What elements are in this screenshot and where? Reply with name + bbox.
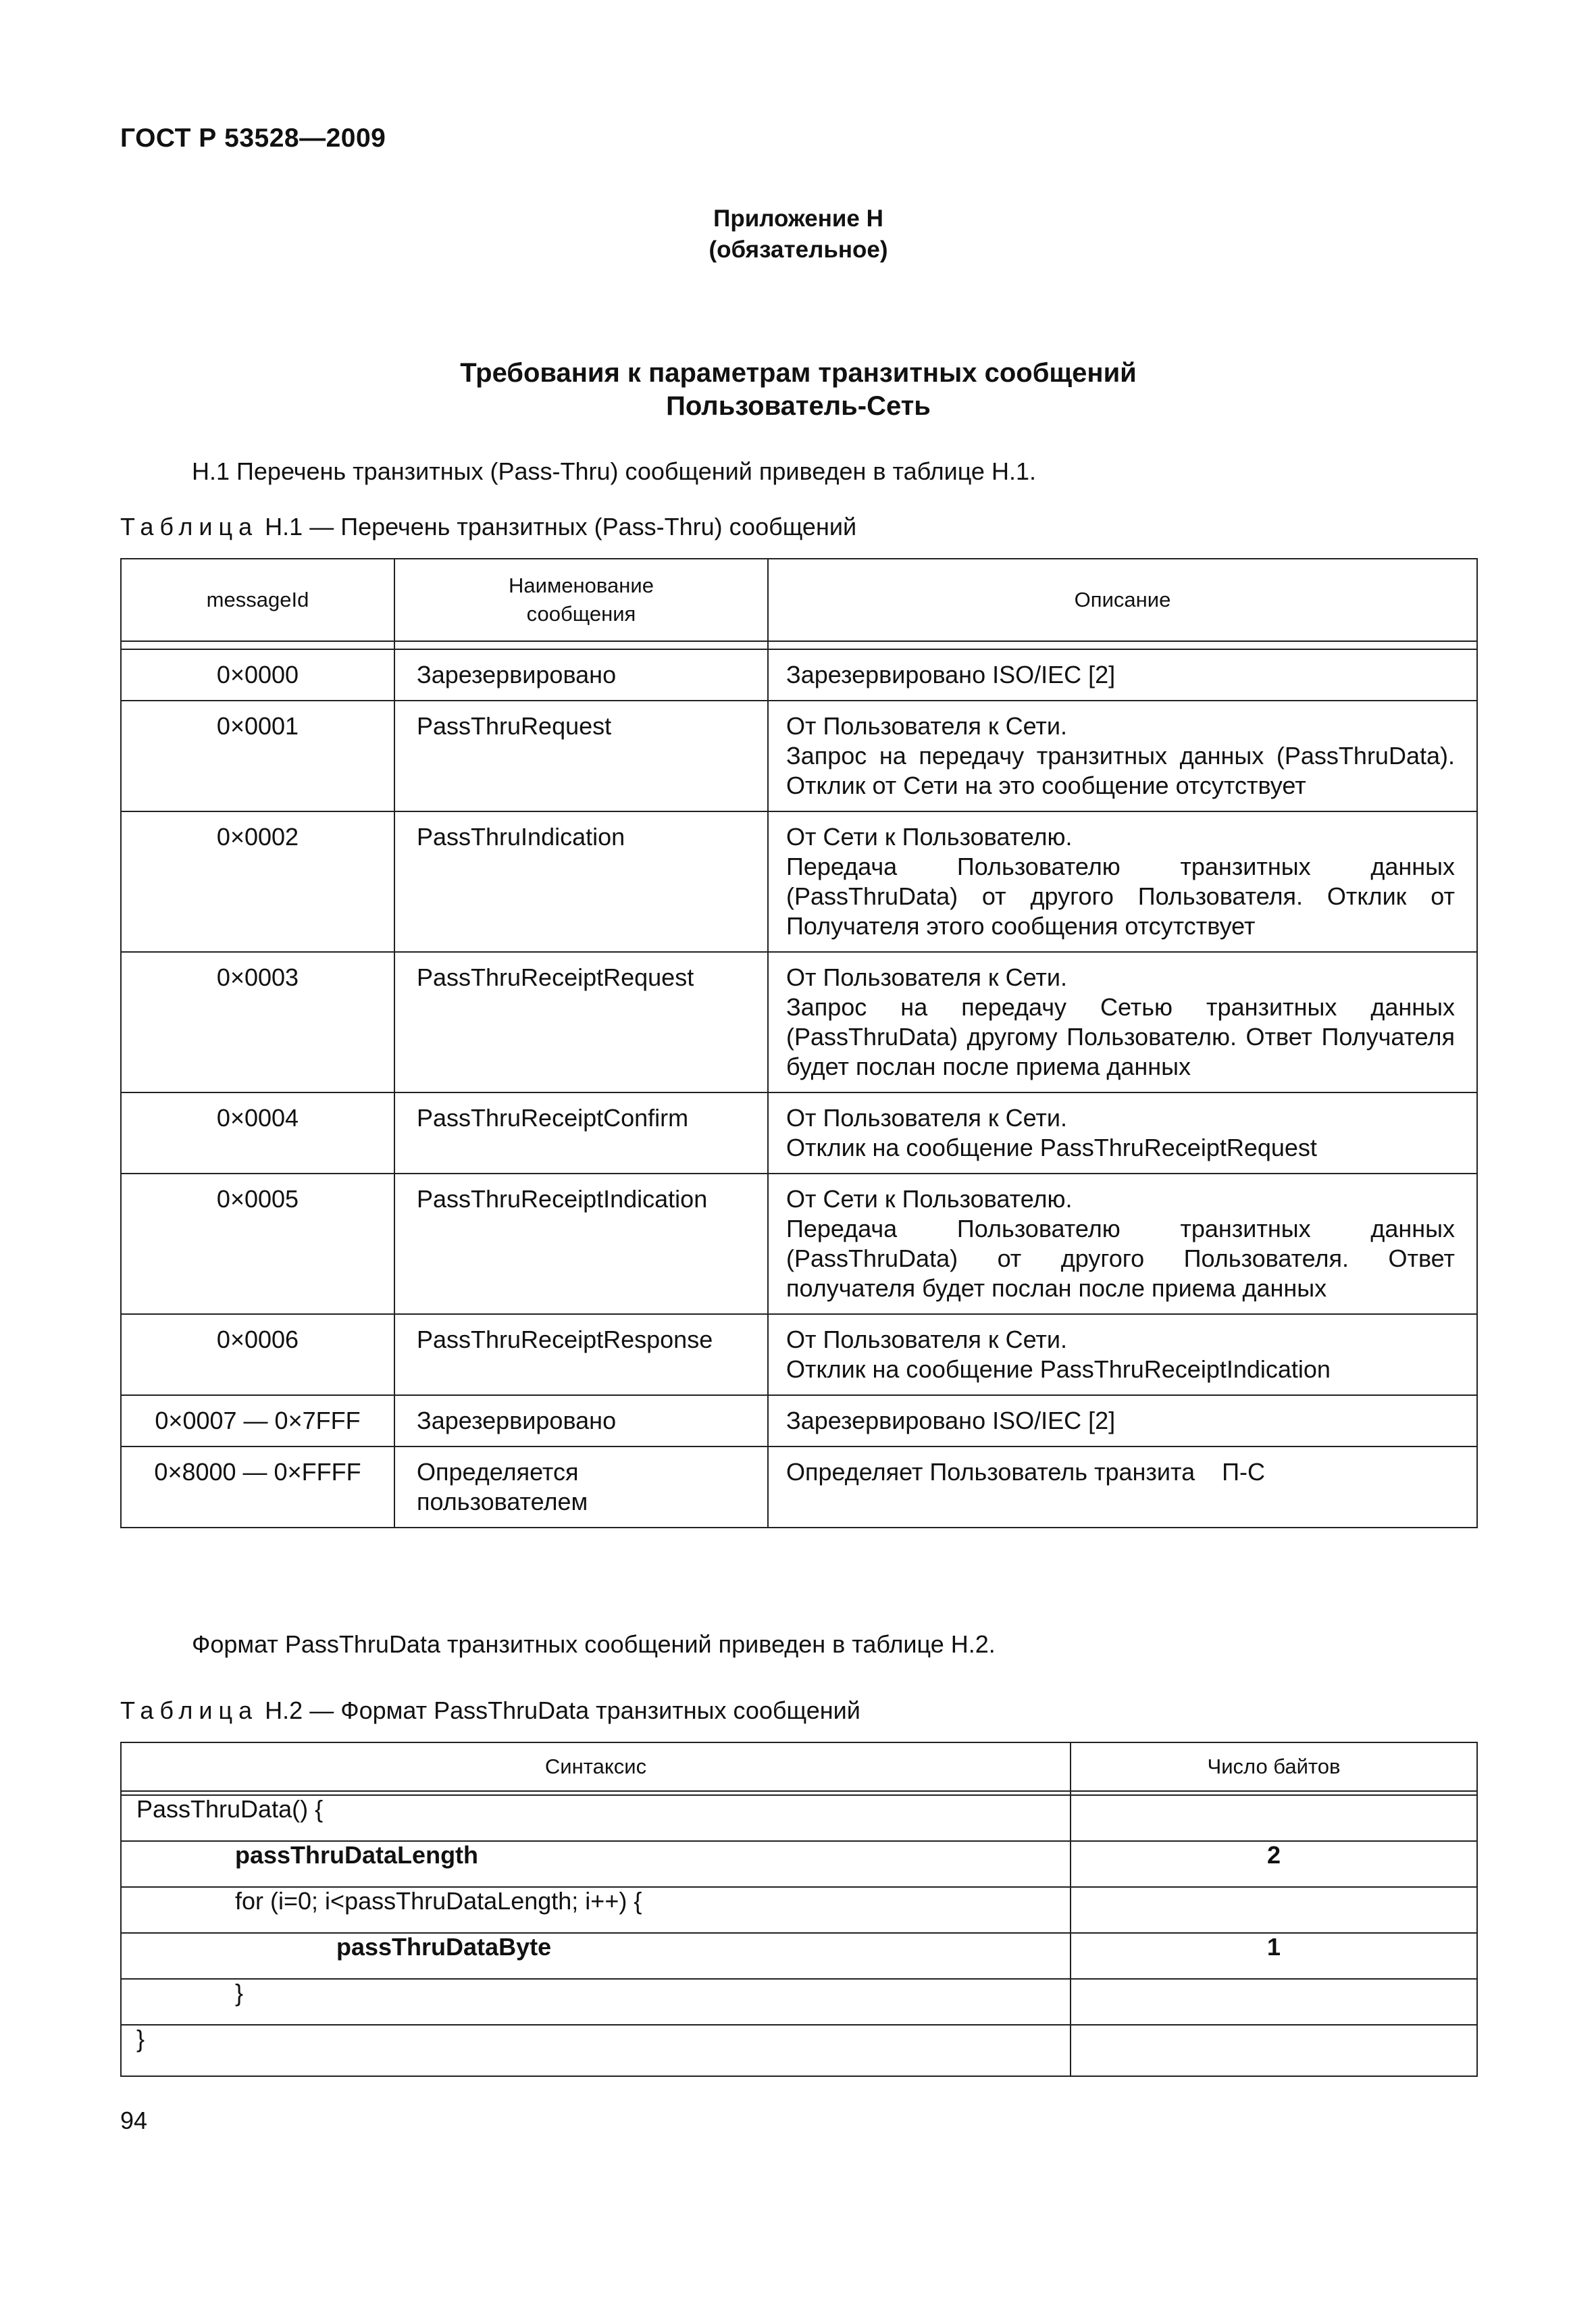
- format-paragraph: Формат PassThruData транзитных сообщений приведен в таблице Н.2.: [192, 1630, 996, 1658]
- message-name-cell: Определяется пользователем: [394, 1447, 768, 1528]
- message-description-cell: [768, 952, 1477, 1092]
- message-description-cell: [768, 1092, 1477, 1174]
- table-row: [121, 1395, 1477, 1447]
- header-syntax: Синтаксис: [121, 1742, 1071, 1791]
- message-name-cell: PassThruRequest: [394, 701, 768, 811]
- message-description-cell: [768, 701, 1477, 811]
- message-description-cell: [768, 1174, 1477, 1314]
- description-text: Запрос на передачу транзитных данных (PassThruData). Отклик от Сети на это сообщение отсутствует: [786, 742, 1455, 799]
- syntax-cell: passThruDataLength: [121, 1841, 1071, 1887]
- message-id-cell: 0×0005: [121, 1174, 394, 1314]
- bytes-cell: [1071, 2025, 1477, 2076]
- syntax-cell: for (i=0; i<passThruDataLength; i++) {: [121, 1887, 1071, 1933]
- description-direction: От Пользователя к Сети.: [786, 712, 1068, 740]
- table1-caption-text: Н.1 — Перечень транзитных (Pass-Thru) сообщений: [265, 513, 857, 540]
- table-row: [121, 701, 1477, 811]
- message-id-cell: 0×0006: [121, 1314, 394, 1395]
- table-row: [121, 1795, 1477, 1841]
- bytes-cell: [1071, 1979, 1477, 2025]
- description-direction: От Пользователя к Сети.: [786, 963, 1068, 991]
- header-message-name: [394, 559, 768, 641]
- message-name-cell: Зарезервировано: [394, 649, 768, 701]
- message-id-cell: 0×0004: [121, 1092, 394, 1174]
- appendix-status: (обязательное): [709, 236, 888, 263]
- bytes-cell: [1071, 1887, 1477, 1933]
- description-direction: От Сети к Пользователю.: [786, 823, 1073, 851]
- message-description-cell: [768, 811, 1477, 952]
- table-row: [121, 811, 1477, 952]
- table1-caption: [120, 512, 1476, 542]
- syntax-cell: PassThruData() {: [121, 1795, 1071, 1841]
- table-row: [121, 1887, 1477, 1933]
- message-name-cell: PassThruReceiptResponse: [394, 1314, 768, 1395]
- table-row: [121, 1092, 1477, 1174]
- description-text: Передача Пользователю транзитных данных (PassThruData) от другого Пользователя. Ответ получателя будет послан после приема данных: [786, 1215, 1455, 1302]
- table1-caption-prefix: Таблица: [120, 513, 259, 540]
- description-line: Зарезервировано ISO/IEC [2]: [786, 661, 1116, 688]
- message-name-cell: PassThruReceiptRequest: [394, 952, 768, 1092]
- table-row: [121, 649, 1477, 701]
- message-table: [120, 558, 1478, 1528]
- description-line: Определяет Пользователь транзита П-С: [786, 1458, 1266, 1486]
- message-id-cell: 0×8000 — 0×FFFF: [121, 1447, 394, 1528]
- standard-id: ГОСТ Р 53528—2009: [120, 124, 386, 153]
- bytes-cell: [1071, 1795, 1477, 1841]
- description-direction: От Пользователя к Сети.: [786, 1326, 1068, 1353]
- message-id-cell: 0×0003: [121, 952, 394, 1092]
- table2-header-row: [121, 1742, 1477, 1791]
- header-message-id: messageId: [121, 559, 394, 641]
- bytes-cell: 1: [1071, 1933, 1477, 1979]
- table-row: [121, 1314, 1477, 1395]
- table-row: [121, 1841, 1477, 1887]
- message-description-cell: [768, 1314, 1477, 1395]
- description-text: Отклик на сообщение PassThruReceiptRequest: [786, 1134, 1317, 1161]
- message-id-cell: 0×0007 — 0×7FFF: [121, 1395, 394, 1447]
- description-text: Запрос на передачу Сетью транзитных данных (PassThruData) другому Пользователю. Ответ Получателя будет послан после приема данных: [786, 993, 1455, 1080]
- message-id-cell: 0×0000: [121, 649, 394, 701]
- intro-paragraph: Н.1 Перечень транзитных (Pass-Thru) сообщений приведен в таблице Н.1.: [192, 457, 1036, 485]
- message-name-cell: PassThruReceiptIndication: [394, 1174, 768, 1314]
- table1-separator: [121, 641, 1477, 649]
- section-subtitle: Пользователь-Сеть: [666, 391, 931, 421]
- header-name-line2: сообщения: [526, 602, 636, 626]
- table-row: [121, 1447, 1477, 1528]
- message-id-cell: 0×0002: [121, 811, 394, 952]
- table-row: [121, 1174, 1477, 1314]
- message-name-cell: PassThruIndication: [394, 811, 768, 952]
- table2-caption-prefix: Таблица: [120, 1696, 259, 1724]
- table-row: [121, 952, 1477, 1092]
- table-row: [121, 1933, 1477, 1979]
- description-direction: От Пользователя к Сети.: [786, 1104, 1068, 1132]
- message-name-cell: Зарезервировано: [394, 1395, 768, 1447]
- header-bytes: Число байтов: [1071, 1742, 1477, 1791]
- appendix-title: Приложение Н: [713, 205, 883, 232]
- syntax-table: [120, 1742, 1478, 2077]
- message-id-cell: 0×0001: [121, 701, 394, 811]
- message-description-cell: [768, 1447, 1477, 1528]
- syntax-cell: }: [121, 2025, 1071, 2076]
- table1-header-row: [121, 559, 1477, 641]
- message-description-cell: [768, 649, 1477, 701]
- description-direction: От Сети к Пользователю.: [786, 1185, 1073, 1213]
- section-title: Требования к параметрам транзитных сообщений: [460, 358, 1137, 388]
- table2-caption: [120, 1696, 1476, 1726]
- table-row: [121, 1979, 1477, 2025]
- message-name-cell: PassThruReceiptConfirm: [394, 1092, 768, 1174]
- description-text: Отклик на сообщение PassThruReceiptIndication: [786, 1355, 1331, 1383]
- message-description-cell: [768, 1395, 1477, 1447]
- bytes-cell: 2: [1071, 1841, 1477, 1887]
- table2-caption-text: Н.2 — Формат PassThruData транзитных сообщений: [265, 1696, 860, 1724]
- header-name-line1: Наименование: [509, 574, 654, 597]
- header-description: Описание: [768, 559, 1477, 641]
- description-line: Зарезервировано ISO/IEC [2]: [786, 1407, 1116, 1434]
- syntax-cell: passThruDataByte: [121, 1933, 1071, 1979]
- page-number: 94: [120, 2107, 148, 2134]
- table-row: [121, 2025, 1477, 2076]
- description-text: Передача Пользователю транзитных данных (PassThruData) от другого Пользователя. Отклик от Получателя этого сообщения отсутствует: [786, 853, 1455, 940]
- syntax-cell: }: [121, 1979, 1071, 2025]
